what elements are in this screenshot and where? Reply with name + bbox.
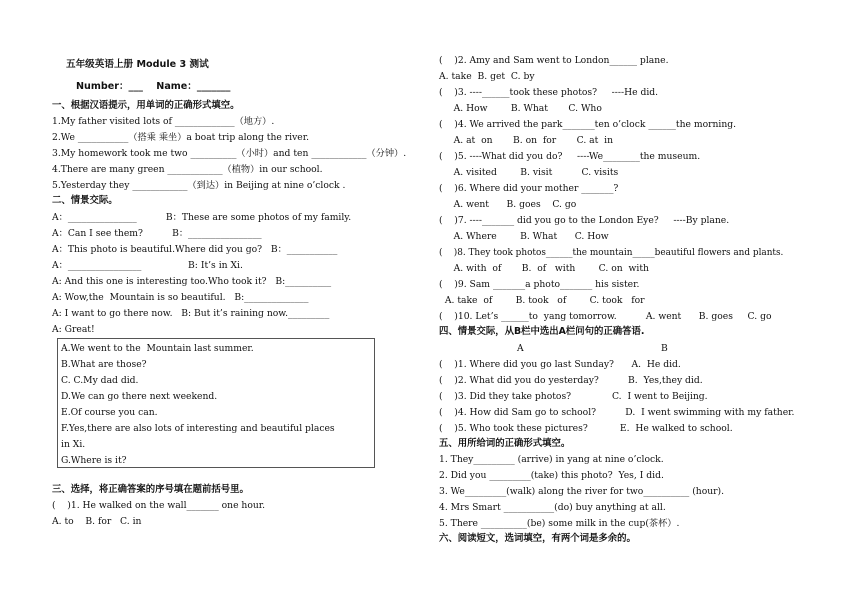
sec1-item: 5.Yesterday they ____________（到达）in Beijing at nine o’clock . bbox=[52, 180, 346, 191]
choice-question: ( )1. He walked on the wall_______ one hour. bbox=[52, 500, 266, 511]
dialogue-line: A: Great! bbox=[52, 324, 95, 335]
sec1-item: 1.My father visited lots of _____________（地方）. bbox=[52, 116, 275, 127]
dialogue-line: A：_______________ B：These are some photos of my family. bbox=[52, 212, 352, 223]
option-item: C. C.My dad did. bbox=[61, 375, 139, 386]
option-item: in Xi. bbox=[61, 439, 86, 450]
choice-options: A. Where B. What C. How bbox=[439, 231, 609, 242]
option-item: E.Of course you can. bbox=[61, 407, 158, 418]
choice-question: ( )3. ----______took these photos? ----He did. bbox=[439, 87, 659, 98]
section-2-heading: 二、情景交际。 bbox=[52, 195, 118, 206]
sec1-item: 3.My homework took me two __________（小时）and ten ____________（分钟）. bbox=[52, 148, 407, 159]
fill-item: 3. We_________(walk) along the river for two__________ (hour). bbox=[439, 486, 725, 497]
dialogue-line: A：This photo is beautiful.Where did you go? B：___________ bbox=[52, 244, 338, 255]
column-b-label: B bbox=[661, 343, 668, 354]
option-item: A.We went to the Mountain last summer. bbox=[61, 343, 254, 354]
match-row: ( )1. Where did you go last Sunday? A. He did. bbox=[439, 359, 681, 370]
fill-item: 2. Did you _________(take) this photo? Yes, I did. bbox=[439, 470, 664, 481]
fill-item: 4. Mrs Smart ___________(do) buy anything at all. bbox=[439, 502, 666, 513]
section-6-heading: 六、阅读短文，选词填空，有两个词是多余的。 bbox=[439, 533, 636, 544]
choice-question: ( )6. Where did your mother _______? bbox=[439, 183, 619, 194]
options-box bbox=[57, 338, 375, 468]
choice-options: A. visited B. visit C. visits bbox=[439, 167, 619, 178]
dialogue-line: A：Can I see them? B：________________ bbox=[52, 228, 262, 239]
sec1-item: 4.There are many green ____________（植物）in our school. bbox=[52, 164, 323, 175]
dialogue-line: A：________________ B: It’s in Xi. bbox=[52, 260, 243, 271]
choice-options: A. How B. What C. Who bbox=[439, 103, 602, 114]
choice-question: ( )2. Amy and Sam went to London______ plane. bbox=[439, 55, 669, 66]
section-3-heading: 三、选择，将正确答案的序号填在题前括号里。 bbox=[52, 484, 249, 495]
choice-question: ( )8. They took photos______the mountain_____beautiful flowers and plants. bbox=[439, 248, 784, 258]
dialogue-line: A: And this one is interesting too.Who took it? B:__________ bbox=[52, 276, 332, 287]
match-row: ( )5. Who took these pictures? E. He walked to school. bbox=[439, 423, 733, 434]
dialogue-line: A: Wow,the Mountain is so beautiful. B:______________ bbox=[52, 292, 309, 303]
fill-item: 1. They_________ (arrive) in yang at nine o’clock. bbox=[439, 454, 664, 465]
section-1-heading: 一、根据汉语提示，用单词的正确形式填空。 bbox=[52, 100, 240, 111]
choice-question: ( )7. ----_______ did you go to the London Eye? ----By plane. bbox=[439, 215, 730, 226]
option-item: G.Where is it? bbox=[61, 455, 127, 466]
option-item: B.What are those? bbox=[61, 359, 147, 370]
choice-options: A. to B. for C. in bbox=[52, 516, 142, 527]
fill-item: 5. There __________(be) some milk in the cup(茶杯）. bbox=[439, 518, 680, 529]
choice-options: A. went B. goes C. go bbox=[439, 199, 577, 210]
choice-options: A. take B. get C. by bbox=[439, 71, 535, 82]
choice-question: ( )9. Sam _______a photo_______ his sister. bbox=[439, 279, 640, 290]
choice-question: ( )4. We arrived the park_______ten o’clock ______the morning. bbox=[439, 119, 737, 130]
choice-options: A. take of B. took of C. took for bbox=[439, 295, 645, 306]
match-row: ( )4. How did Sam go to school? D. I went swimming with my father. bbox=[439, 407, 795, 418]
section-5-heading: 五、用所给词的正确形式填空。 bbox=[439, 438, 571, 449]
choice-question: ( )10. Let’s ______to yang tomorrow. A. went B. goes C. go bbox=[439, 311, 772, 322]
dialogue-line: A: I want to go there now. B: But it’s raining now._________ bbox=[52, 308, 330, 319]
match-row: ( )3. Did they take photos? C. I went to Beijing. bbox=[439, 391, 708, 402]
sec1-item: 2.We ___________（搭乘 乘坐）a boat trip along the river. bbox=[52, 132, 310, 143]
choice-question: ( )5. ----What did you do? ----We________the museum. bbox=[439, 151, 701, 162]
page-title: 五年级英语上册 Module 3 测试 bbox=[66, 59, 209, 70]
option-item: D.We can go there next weekend. bbox=[61, 391, 218, 402]
match-row: ( )2. What did you do yesterday? B. Yes,they did. bbox=[439, 375, 703, 386]
choice-options: A. with of B. of with C. on with bbox=[439, 263, 649, 274]
choice-options: A. at on B. on for C. at in bbox=[439, 135, 614, 146]
section-4-heading: 四、情景交际，从B栏中选出A栏问句的正确答语. bbox=[439, 326, 645, 337]
option-item: F.Yes,there are also lots of interesting and beautiful places bbox=[61, 423, 335, 434]
column-a-label: A bbox=[517, 343, 524, 354]
number-name-line: Number：___ Name：_______ bbox=[76, 81, 231, 92]
